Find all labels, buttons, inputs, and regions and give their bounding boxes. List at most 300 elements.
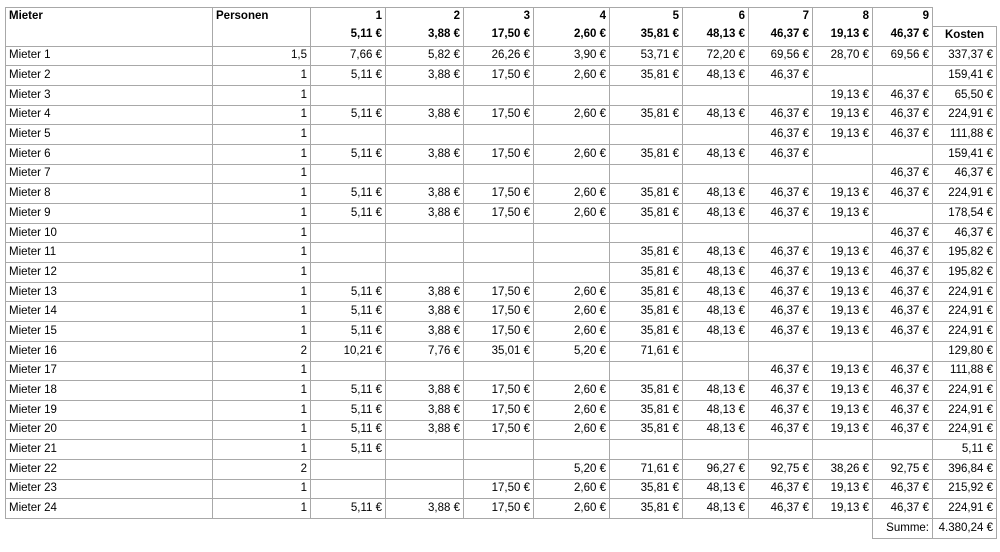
cost-cell-5[interactable]: 35,81 € [610,204,683,224]
cost-cell-3[interactable]: 17,50 € [464,204,534,224]
mieter-name-cell[interactable]: Mieter 11 [6,243,213,263]
cost-cell-1[interactable]: 5,11 € [311,420,386,440]
cost-cell-3[interactable] [464,263,534,283]
personen-cell[interactable]: 1 [213,164,311,184]
cost-cell-3[interactable] [464,223,534,243]
cost-cell-7[interactable]: 46,37 € [749,282,813,302]
cost-cell-6[interactable]: 48,13 € [683,263,749,283]
kosten-cell[interactable]: 5,11 € [933,440,997,460]
cost-cell-1[interactable]: 5,11 € [311,499,386,519]
cost-cell-4[interactable]: 2,60 € [534,322,610,342]
header-col-3[interactable]: 3 [464,8,534,27]
personen-cell[interactable]: 1,5 [213,46,311,66]
mieter-name-cell[interactable]: Mieter 5 [6,125,213,145]
cost-cell-2[interactable] [386,85,464,105]
kosten-cell[interactable]: 224,91 € [933,282,997,302]
cost-cell-9[interactable]: 46,37 € [873,381,933,401]
cost-cell-8[interactable] [813,440,873,460]
cost-cell-2[interactable]: 3,88 € [386,322,464,342]
header-kosten[interactable]: Kosten [933,26,997,46]
cost-cell-3[interactable]: 17,50 € [464,66,534,86]
mieter-name-cell[interactable]: Mieter 14 [6,302,213,322]
cost-cell-4[interactable] [534,361,610,381]
kosten-cell[interactable]: 159,41 € [933,66,997,86]
cost-cell-8[interactable]: 19,13 € [813,85,873,105]
kosten-cell[interactable]: 396,84 € [933,459,997,479]
mieter-name-cell[interactable]: Mieter 13 [6,282,213,302]
summe-value[interactable]: 4.380,24 € [933,519,997,539]
cost-cell-2[interactable] [386,164,464,184]
personen-cell[interactable]: 1 [213,361,311,381]
cost-cell-9[interactable] [873,440,933,460]
cost-cell-1[interactable]: 5,11 € [311,302,386,322]
cost-cell-5[interactable]: 35,81 € [610,282,683,302]
cost-cell-3[interactable] [464,243,534,263]
kosten-cell[interactable]: 46,37 € [933,164,997,184]
kosten-cell[interactable]: 337,37 € [933,46,997,66]
cost-cell-5[interactable]: 35,81 € [610,302,683,322]
cost-cell-6[interactable]: 48,13 € [683,282,749,302]
cost-cell-7[interactable]: 46,37 € [749,125,813,145]
cost-cell-9[interactable]: 46,37 € [873,263,933,283]
cost-cell-7[interactable]: 92,75 € [749,459,813,479]
mieter-name-cell[interactable]: Mieter 10 [6,223,213,243]
cost-cell-1[interactable]: 7,66 € [311,46,386,66]
cost-cell-1[interactable] [311,263,386,283]
cost-cell-7[interactable]: 46,37 € [749,144,813,164]
cost-cell-1[interactable] [311,459,386,479]
kosten-cell[interactable]: 111,88 € [933,361,997,381]
cost-cell-9[interactable] [873,204,933,224]
cost-cell-8[interactable]: 19,13 € [813,125,873,145]
cost-cell-8[interactable]: 19,13 € [813,361,873,381]
cost-cell-2[interactable]: 3,88 € [386,381,464,401]
cost-cell-4[interactable]: 2,60 € [534,499,610,519]
cost-cell-4[interactable] [534,164,610,184]
cost-cell-7[interactable]: 46,37 € [749,66,813,86]
mieter-name-cell[interactable]: Mieter 3 [6,85,213,105]
cost-cell-7[interactable]: 46,37 € [749,302,813,322]
cost-cell-5[interactable]: 35,81 € [610,105,683,125]
cost-cell-2[interactable]: 3,88 € [386,184,464,204]
cost-cell-1[interactable]: 10,21 € [311,341,386,361]
personen-cell[interactable]: 1 [213,499,311,519]
cost-cell-4[interactable] [534,263,610,283]
cost-cell-1[interactable] [311,223,386,243]
mieter-name-cell[interactable]: Mieter 6 [6,144,213,164]
mieter-name-cell[interactable]: Mieter 16 [6,341,213,361]
personen-cell[interactable]: 1 [213,440,311,460]
cost-cell-6[interactable]: 48,13 € [683,66,749,86]
cost-cell-3[interactable]: 17,50 € [464,144,534,164]
unit-cost-8[interactable]: 19,13 € [813,26,873,46]
cost-cell-2[interactable] [386,223,464,243]
cost-cell-5[interactable]: 35,81 € [610,184,683,204]
kosten-cell[interactable]: 224,91 € [933,322,997,342]
cost-cell-3[interactable]: 17,50 € [464,420,534,440]
unit-cost-2[interactable]: 3,88 € [386,26,464,46]
cost-cell-4[interactable]: 2,60 € [534,400,610,420]
cost-cell-8[interactable]: 19,13 € [813,243,873,263]
kosten-cell[interactable]: 65,50 € [933,85,997,105]
cost-cell-7[interactable]: 46,37 € [749,361,813,381]
cost-cell-2[interactable]: 3,88 € [386,144,464,164]
cost-cell-5[interactable]: 35,81 € [610,66,683,86]
kosten-cell[interactable]: 215,92 € [933,479,997,499]
cost-cell-7[interactable]: 46,37 € [749,322,813,342]
cost-cell-8[interactable]: 19,13 € [813,420,873,440]
cost-cell-4[interactable]: 2,60 € [534,420,610,440]
header-personen-cont[interactable] [213,26,311,46]
cost-cell-5[interactable]: 35,81 € [610,479,683,499]
cost-cell-7[interactable]: 46,37 € [749,184,813,204]
cost-cell-9[interactable]: 92,75 € [873,459,933,479]
cost-cell-2[interactable]: 3,88 € [386,66,464,86]
mieter-name-cell[interactable]: Mieter 15 [6,322,213,342]
personen-cell[interactable]: 1 [213,85,311,105]
cost-cell-4[interactable]: 2,60 € [534,282,610,302]
kosten-cell[interactable]: 195,82 € [933,243,997,263]
cost-cell-4[interactable]: 2,60 € [534,204,610,224]
mieter-name-cell[interactable]: Mieter 17 [6,361,213,381]
personen-cell[interactable]: 2 [213,459,311,479]
cost-cell-4[interactable]: 5,20 € [534,341,610,361]
kosten-cell[interactable]: 224,91 € [933,400,997,420]
cost-cell-8[interactable]: 19,13 € [813,204,873,224]
cost-cell-8[interactable]: 19,13 € [813,105,873,125]
cost-cell-7[interactable]: 46,37 € [749,263,813,283]
personen-cell[interactable]: 1 [213,243,311,263]
cost-cell-8[interactable]: 19,13 € [813,400,873,420]
cost-cell-6[interactable] [683,223,749,243]
cost-cell-5[interactable]: 35,81 € [610,263,683,283]
cost-cell-1[interactable]: 5,11 € [311,381,386,401]
cost-cell-5[interactable] [610,125,683,145]
cost-cell-3[interactable]: 17,50 € [464,322,534,342]
cost-cell-8[interactable] [813,164,873,184]
mieter-name-cell[interactable]: Mieter 7 [6,164,213,184]
cost-cell-4[interactable]: 5,20 € [534,459,610,479]
personen-cell[interactable]: 1 [213,420,311,440]
cost-cell-3[interactable]: 17,50 € [464,400,534,420]
cost-cell-2[interactable]: 3,88 € [386,105,464,125]
cost-cell-4[interactable]: 2,60 € [534,479,610,499]
cost-cell-3[interactable]: 17,50 € [464,302,534,322]
cost-cell-5[interactable] [610,164,683,184]
cost-cell-1[interactable]: 5,11 € [311,144,386,164]
mieter-name-cell[interactable]: Mieter 24 [6,499,213,519]
cost-cell-9[interactable]: 46,37 € [873,400,933,420]
cost-cell-1[interactable]: 5,11 € [311,282,386,302]
personen-cell[interactable]: 1 [213,144,311,164]
cost-cell-7[interactable] [749,440,813,460]
personen-cell[interactable]: 1 [213,381,311,401]
cost-cell-8[interactable]: 19,13 € [813,479,873,499]
cost-cell-7[interactable]: 69,56 € [749,46,813,66]
cost-cell-4[interactable]: 2,60 € [534,144,610,164]
cost-cell-6[interactable] [683,125,749,145]
cost-cell-2[interactable] [386,125,464,145]
mieter-name-cell[interactable]: Mieter 21 [6,440,213,460]
header-col-8[interactable]: 8 [813,8,873,27]
cost-cell-5[interactable] [610,440,683,460]
cost-cell-1[interactable] [311,243,386,263]
cost-cell-9[interactable]: 46,37 € [873,479,933,499]
cost-cell-3[interactable]: 26,26 € [464,46,534,66]
unit-cost-3[interactable]: 17,50 € [464,26,534,46]
cost-cell-9[interactable]: 46,37 € [873,322,933,342]
cost-cell-7[interactable] [749,341,813,361]
cost-cell-8[interactable] [813,66,873,86]
kosten-cell[interactable]: 46,37 € [933,223,997,243]
cost-cell-8[interactable]: 38,26 € [813,459,873,479]
cost-cell-9[interactable]: 46,37 € [873,282,933,302]
cost-cell-6[interactable]: 48,13 € [683,105,749,125]
cost-cell-1[interactable]: 5,11 € [311,105,386,125]
cost-cell-2[interactable]: 3,88 € [386,499,464,519]
cost-cell-9[interactable]: 46,37 € [873,223,933,243]
cost-cell-4[interactable] [534,85,610,105]
cost-cell-3[interactable] [464,125,534,145]
cost-cell-9[interactable]: 46,37 € [873,420,933,440]
cost-cell-5[interactable]: 35,81 € [610,499,683,519]
cost-cell-5[interactable]: 35,81 € [610,144,683,164]
cost-cell-6[interactable]: 48,13 € [683,400,749,420]
cost-cell-4[interactable] [534,125,610,145]
unit-cost-1[interactable]: 5,11 € [311,26,386,46]
personen-cell[interactable]: 1 [213,66,311,86]
cost-cell-1[interactable]: 5,11 € [311,322,386,342]
cost-cell-8[interactable]: 19,13 € [813,263,873,283]
cost-cell-9[interactable]: 46,37 € [873,243,933,263]
unit-cost-4[interactable]: 2,60 € [534,26,610,46]
cost-cell-6[interactable]: 48,13 € [683,499,749,519]
header-col-2[interactable]: 2 [386,8,464,27]
cost-cell-5[interactable]: 71,61 € [610,341,683,361]
kosten-cell[interactable]: 195,82 € [933,263,997,283]
cost-cell-6[interactable] [683,341,749,361]
cost-cell-4[interactable]: 2,60 € [534,105,610,125]
cost-cell-5[interactable]: 71,61 € [610,459,683,479]
kosten-cell[interactable]: 224,91 € [933,105,997,125]
cost-cell-4[interactable]: 2,60 € [534,184,610,204]
cost-cell-8[interactable]: 19,13 € [813,302,873,322]
cost-cell-7[interactable]: 46,37 € [749,400,813,420]
cost-cell-9[interactable]: 46,37 € [873,184,933,204]
cost-cell-3[interactable]: 17,50 € [464,184,534,204]
cost-cell-6[interactable]: 48,13 € [683,322,749,342]
kosten-cell[interactable]: 224,91 € [933,302,997,322]
cost-cell-9[interactable]: 46,37 € [873,105,933,125]
cost-cell-7[interactable]: 46,37 € [749,479,813,499]
cost-cell-8[interactable]: 19,13 € [813,322,873,342]
cost-cell-6[interactable]: 72,20 € [683,46,749,66]
cost-cell-5[interactable] [610,85,683,105]
cost-cell-4[interactable] [534,243,610,263]
cost-cell-4[interactable]: 2,60 € [534,381,610,401]
cost-cell-9[interactable]: 69,56 € [873,46,933,66]
cost-cell-6[interactable]: 48,13 € [683,144,749,164]
kosten-cell[interactable]: 224,91 € [933,499,997,519]
cost-cell-3[interactable] [464,459,534,479]
mieter-name-cell[interactable]: Mieter 18 [6,381,213,401]
cost-cell-9[interactable]: 46,37 € [873,164,933,184]
mieter-name-cell[interactable]: Mieter 4 [6,105,213,125]
cost-cell-1[interactable] [311,479,386,499]
cost-cell-1[interactable]: 5,11 € [311,204,386,224]
cost-cell-6[interactable]: 48,13 € [683,204,749,224]
cost-cell-7[interactable]: 46,37 € [749,381,813,401]
cost-cell-9[interactable]: 46,37 € [873,302,933,322]
cost-cell-3[interactable] [464,164,534,184]
cost-cell-5[interactable] [610,361,683,381]
cost-cell-7[interactable]: 46,37 € [749,420,813,440]
cost-cell-6[interactable]: 48,13 € [683,420,749,440]
unit-cost-6[interactable]: 48,13 € [683,26,749,46]
cost-cell-7[interactable]: 46,37 € [749,499,813,519]
cost-cell-5[interactable]: 35,81 € [610,420,683,440]
unit-cost-7[interactable]: 46,37 € [749,26,813,46]
mieter-name-cell[interactable]: Mieter 19 [6,400,213,420]
cost-cell-4[interactable]: 2,60 € [534,66,610,86]
cost-cell-7[interactable]: 46,37 € [749,243,813,263]
cost-cell-7[interactable]: 46,37 € [749,204,813,224]
cost-cell-9[interactable]: 46,37 € [873,499,933,519]
cost-cell-2[interactable]: 7,76 € [386,341,464,361]
mieter-name-cell[interactable]: Mieter 22 [6,459,213,479]
personen-cell[interactable]: 1 [213,105,311,125]
unit-cost-5[interactable]: 35,81 € [610,26,683,46]
personen-cell[interactable]: 2 [213,341,311,361]
header-col-4[interactable]: 4 [534,8,610,27]
cost-cell-6[interactable]: 96,27 € [683,459,749,479]
cost-cell-2[interactable] [386,440,464,460]
cost-cell-2[interactable]: 5,82 € [386,46,464,66]
cost-cell-1[interactable]: 5,11 € [311,184,386,204]
cost-cell-7[interactable] [749,223,813,243]
cost-cell-6[interactable]: 48,13 € [683,302,749,322]
cost-cell-3[interactable]: 17,50 € [464,499,534,519]
cost-cell-3[interactable]: 17,50 € [464,479,534,499]
cost-cell-1[interactable] [311,361,386,381]
header-col-5[interactable]: 5 [610,8,683,27]
cost-cell-8[interactable]: 19,13 € [813,184,873,204]
kosten-cell[interactable]: 224,91 € [933,420,997,440]
header-col-6[interactable]: 6 [683,8,749,27]
personen-cell[interactable]: 1 [213,263,311,283]
cost-cell-2[interactable]: 3,88 € [386,282,464,302]
cost-cell-9[interactable]: 46,37 € [873,125,933,145]
cost-cell-6[interactable]: 48,13 € [683,243,749,263]
cost-cell-8[interactable] [813,144,873,164]
cost-cell-6[interactable]: 48,13 € [683,381,749,401]
kosten-cell[interactable]: 159,41 € [933,144,997,164]
cost-cell-2[interactable]: 3,88 € [386,204,464,224]
summe-label[interactable]: Summe: [873,519,933,539]
kosten-cell[interactable]: 178,54 € [933,204,997,224]
cost-cell-8[interactable]: 28,70 € [813,46,873,66]
personen-cell[interactable]: 1 [213,302,311,322]
personen-cell[interactable]: 1 [213,479,311,499]
cost-cell-9[interactable]: 46,37 € [873,361,933,381]
personen-cell[interactable]: 1 [213,184,311,204]
cost-cell-4[interactable]: 2,60 € [534,302,610,322]
cost-cell-3[interactable]: 35,01 € [464,341,534,361]
header-mieter[interactable]: Mieter [6,8,213,27]
personen-cell[interactable]: 1 [213,322,311,342]
cost-cell-4[interactable] [534,223,610,243]
cost-cell-7[interactable] [749,85,813,105]
cost-cell-2[interactable]: 3,88 € [386,400,464,420]
cost-cell-3[interactable]: 17,50 € [464,381,534,401]
cost-cell-9[interactable] [873,144,933,164]
cost-cell-6[interactable] [683,440,749,460]
cost-cell-1[interactable]: 5,11 € [311,400,386,420]
personen-cell[interactable]: 1 [213,223,311,243]
kosten-cell[interactable]: 224,91 € [933,184,997,204]
cost-cell-3[interactable]: 17,50 € [464,105,534,125]
cost-cell-7[interactable]: 46,37 € [749,105,813,125]
unit-cost-9[interactable]: 46,37 € [873,26,933,46]
cost-cell-2[interactable] [386,459,464,479]
cost-cell-6[interactable] [683,361,749,381]
cost-cell-5[interactable] [610,223,683,243]
cost-cell-2[interactable]: 3,88 € [386,302,464,322]
cost-cell-8[interactable]: 19,13 € [813,381,873,401]
cost-cell-6[interactable]: 48,13 € [683,479,749,499]
header-mieter-cont[interactable] [6,26,213,46]
cost-cell-5[interactable]: 35,81 € [610,243,683,263]
mieter-name-cell[interactable]: Mieter 20 [6,420,213,440]
mieter-name-cell[interactable]: Mieter 2 [6,66,213,86]
personen-cell[interactable]: 1 [213,282,311,302]
personen-cell[interactable]: 1 [213,204,311,224]
cost-cell-2[interactable]: 3,88 € [386,420,464,440]
cost-cell-9[interactable]: 46,37 € [873,85,933,105]
cost-cell-5[interactable]: 35,81 € [610,381,683,401]
cost-cell-1[interactable] [311,125,386,145]
cost-cell-5[interactable]: 35,81 € [610,322,683,342]
cost-cell-6[interactable] [683,164,749,184]
mieter-name-cell[interactable]: Mieter 1 [6,46,213,66]
cost-cell-2[interactable] [386,361,464,381]
cost-cell-9[interactable] [873,341,933,361]
cost-cell-8[interactable] [813,223,873,243]
cost-cell-7[interactable] [749,164,813,184]
personen-cell[interactable]: 1 [213,125,311,145]
cost-cell-9[interactable] [873,66,933,86]
cost-cell-6[interactable]: 48,13 € [683,184,749,204]
cost-cell-1[interactable]: 5,11 € [311,66,386,86]
cost-cell-4[interactable]: 3,90 € [534,46,610,66]
cost-cell-6[interactable] [683,85,749,105]
cost-cell-2[interactable] [386,479,464,499]
cost-cell-3[interactable] [464,85,534,105]
cost-cell-2[interactable] [386,263,464,283]
cost-cell-8[interactable] [813,341,873,361]
kosten-cell[interactable]: 111,88 € [933,125,997,145]
cost-cell-3[interactable] [464,361,534,381]
header-personen[interactable]: Personen [213,8,311,27]
mieter-name-cell[interactable]: Mieter 9 [6,204,213,224]
cost-cell-8[interactable]: 19,13 € [813,282,873,302]
personen-cell[interactable]: 1 [213,400,311,420]
mieter-name-cell[interactable]: Mieter 12 [6,263,213,283]
header-col-1[interactable]: 1 [311,8,386,27]
header-col-7[interactable]: 7 [749,8,813,27]
cost-cell-1[interactable] [311,164,386,184]
cost-cell-1[interactable]: 5,11 € [311,440,386,460]
